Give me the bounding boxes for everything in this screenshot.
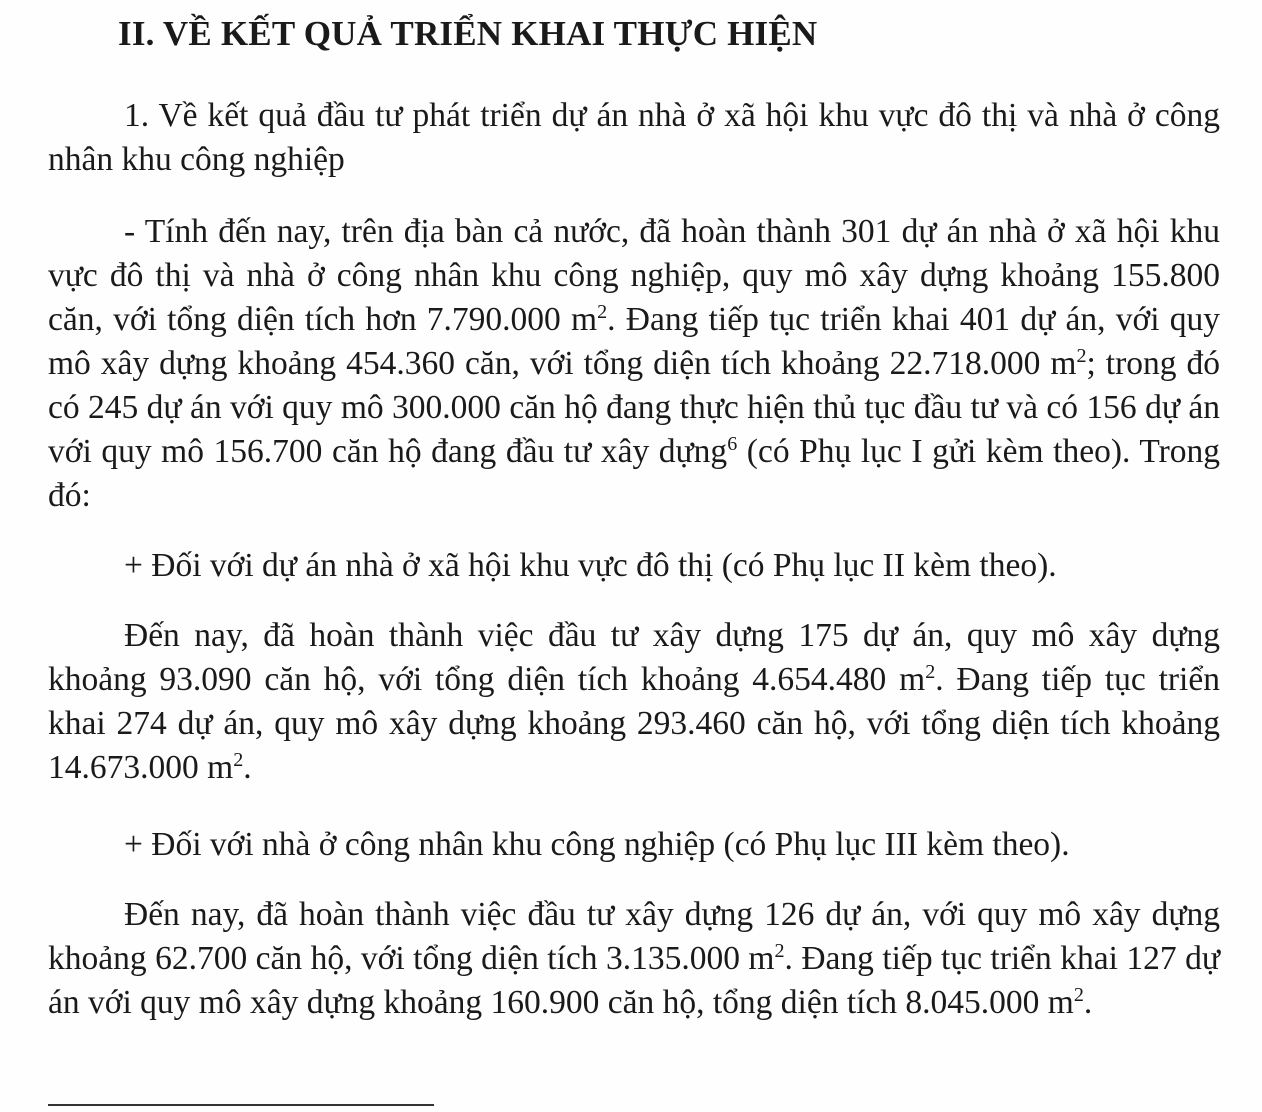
paragraph-subsection-title: 1. Về kết quả đầu tư phát triển dự án nhà ở xã hội khu vực đô thị và nhà ở công nhân khu công nghiệp (48, 97, 1220, 178)
text-run: . (243, 749, 252, 786)
superscript-squared: 2 (233, 748, 244, 771)
text-run: - Tính đến nay, trên địa bàn cả nước, đã hoàn thành 301 dự án nhà ở xã hội khu vực đô thị và nhà ở công nhân khu công nghiệp, quy mô xây dựng khoảng 155.800 căn, với tổng diện tích hơn 7.790.000 m (48, 213, 1220, 338)
paragraph-urban-results (48, 614, 1220, 790)
text-run: . (1083, 984, 1093, 1021)
paragraph-overall-results (48, 210, 1220, 518)
superscript-squared: 2 (1073, 983, 1084, 1006)
paragraph-worker-results (48, 893, 1220, 1025)
text-run: Đến nay, đã hoàn thành việc đầu tư xây dựng 175 dự án, quy mô xây dựng khoảng 93.090 căn hộ, với tổng diện tích khoảng 4.654.480 m (48, 617, 1220, 698)
section-heading: II. VỀ KẾT QUẢ TRIỂN KHAI THỰC HIỆN (118, 14, 818, 53)
text-run: . Đang tiếp tục triển khai 274 dự án, quy mô xây dựng khoảng 293.460 căn hộ, với tổng diện tích khoảng 14.673.000 m (48, 661, 1220, 786)
superscript-squared: 2 (1076, 344, 1087, 367)
superscript-squared: 2 (774, 939, 785, 962)
text-run: (có Phụ lục I gửi kèm theo). Trong đó: (48, 433, 1221, 514)
text-run: . Đang tiếp tục triển khai 401 dự án, với quy mô xây dựng khoảng 454.360 căn, với tổng diện tích khoảng 22.718.000 m (48, 301, 1220, 382)
superscript-squared: 2 (597, 300, 608, 323)
superscript-squared: 2 (925, 660, 936, 683)
footnote-separator-line (48, 1104, 434, 1106)
text-run: Đến nay, đã hoàn thành việc đầu tư xây dựng 126 dự án, với quy mô xây dựng khoảng 62.700 căn hộ, với tổng diện tích 3.135.000 m (48, 896, 1220, 977)
text-run: . Đang tiếp tục triển khai 127 dự án với quy mô xây dựng khoảng 160.900 căn hộ, tổng diện tích 8.045.000 m (48, 940, 1220, 1021)
paragraph-worker-heading: + Đối với nhà ở công nhân khu công nghiệp (có Phụ lục III kèm theo). (124, 826, 1070, 863)
footnote-marker: 6 (727, 432, 738, 455)
paragraph-urban-heading: + Đối với dự án nhà ở xã hội khu vực đô thị (có Phụ lục II kèm theo). (124, 547, 1057, 584)
text-run: ; trong đó có 245 dự án với quy mô 300.000 căn hộ đang thực hiện thủ tục đầu tư và có 156 dự án với quy mô 156.700 căn hộ đang đầu tư xây dựng (48, 345, 1220, 470)
